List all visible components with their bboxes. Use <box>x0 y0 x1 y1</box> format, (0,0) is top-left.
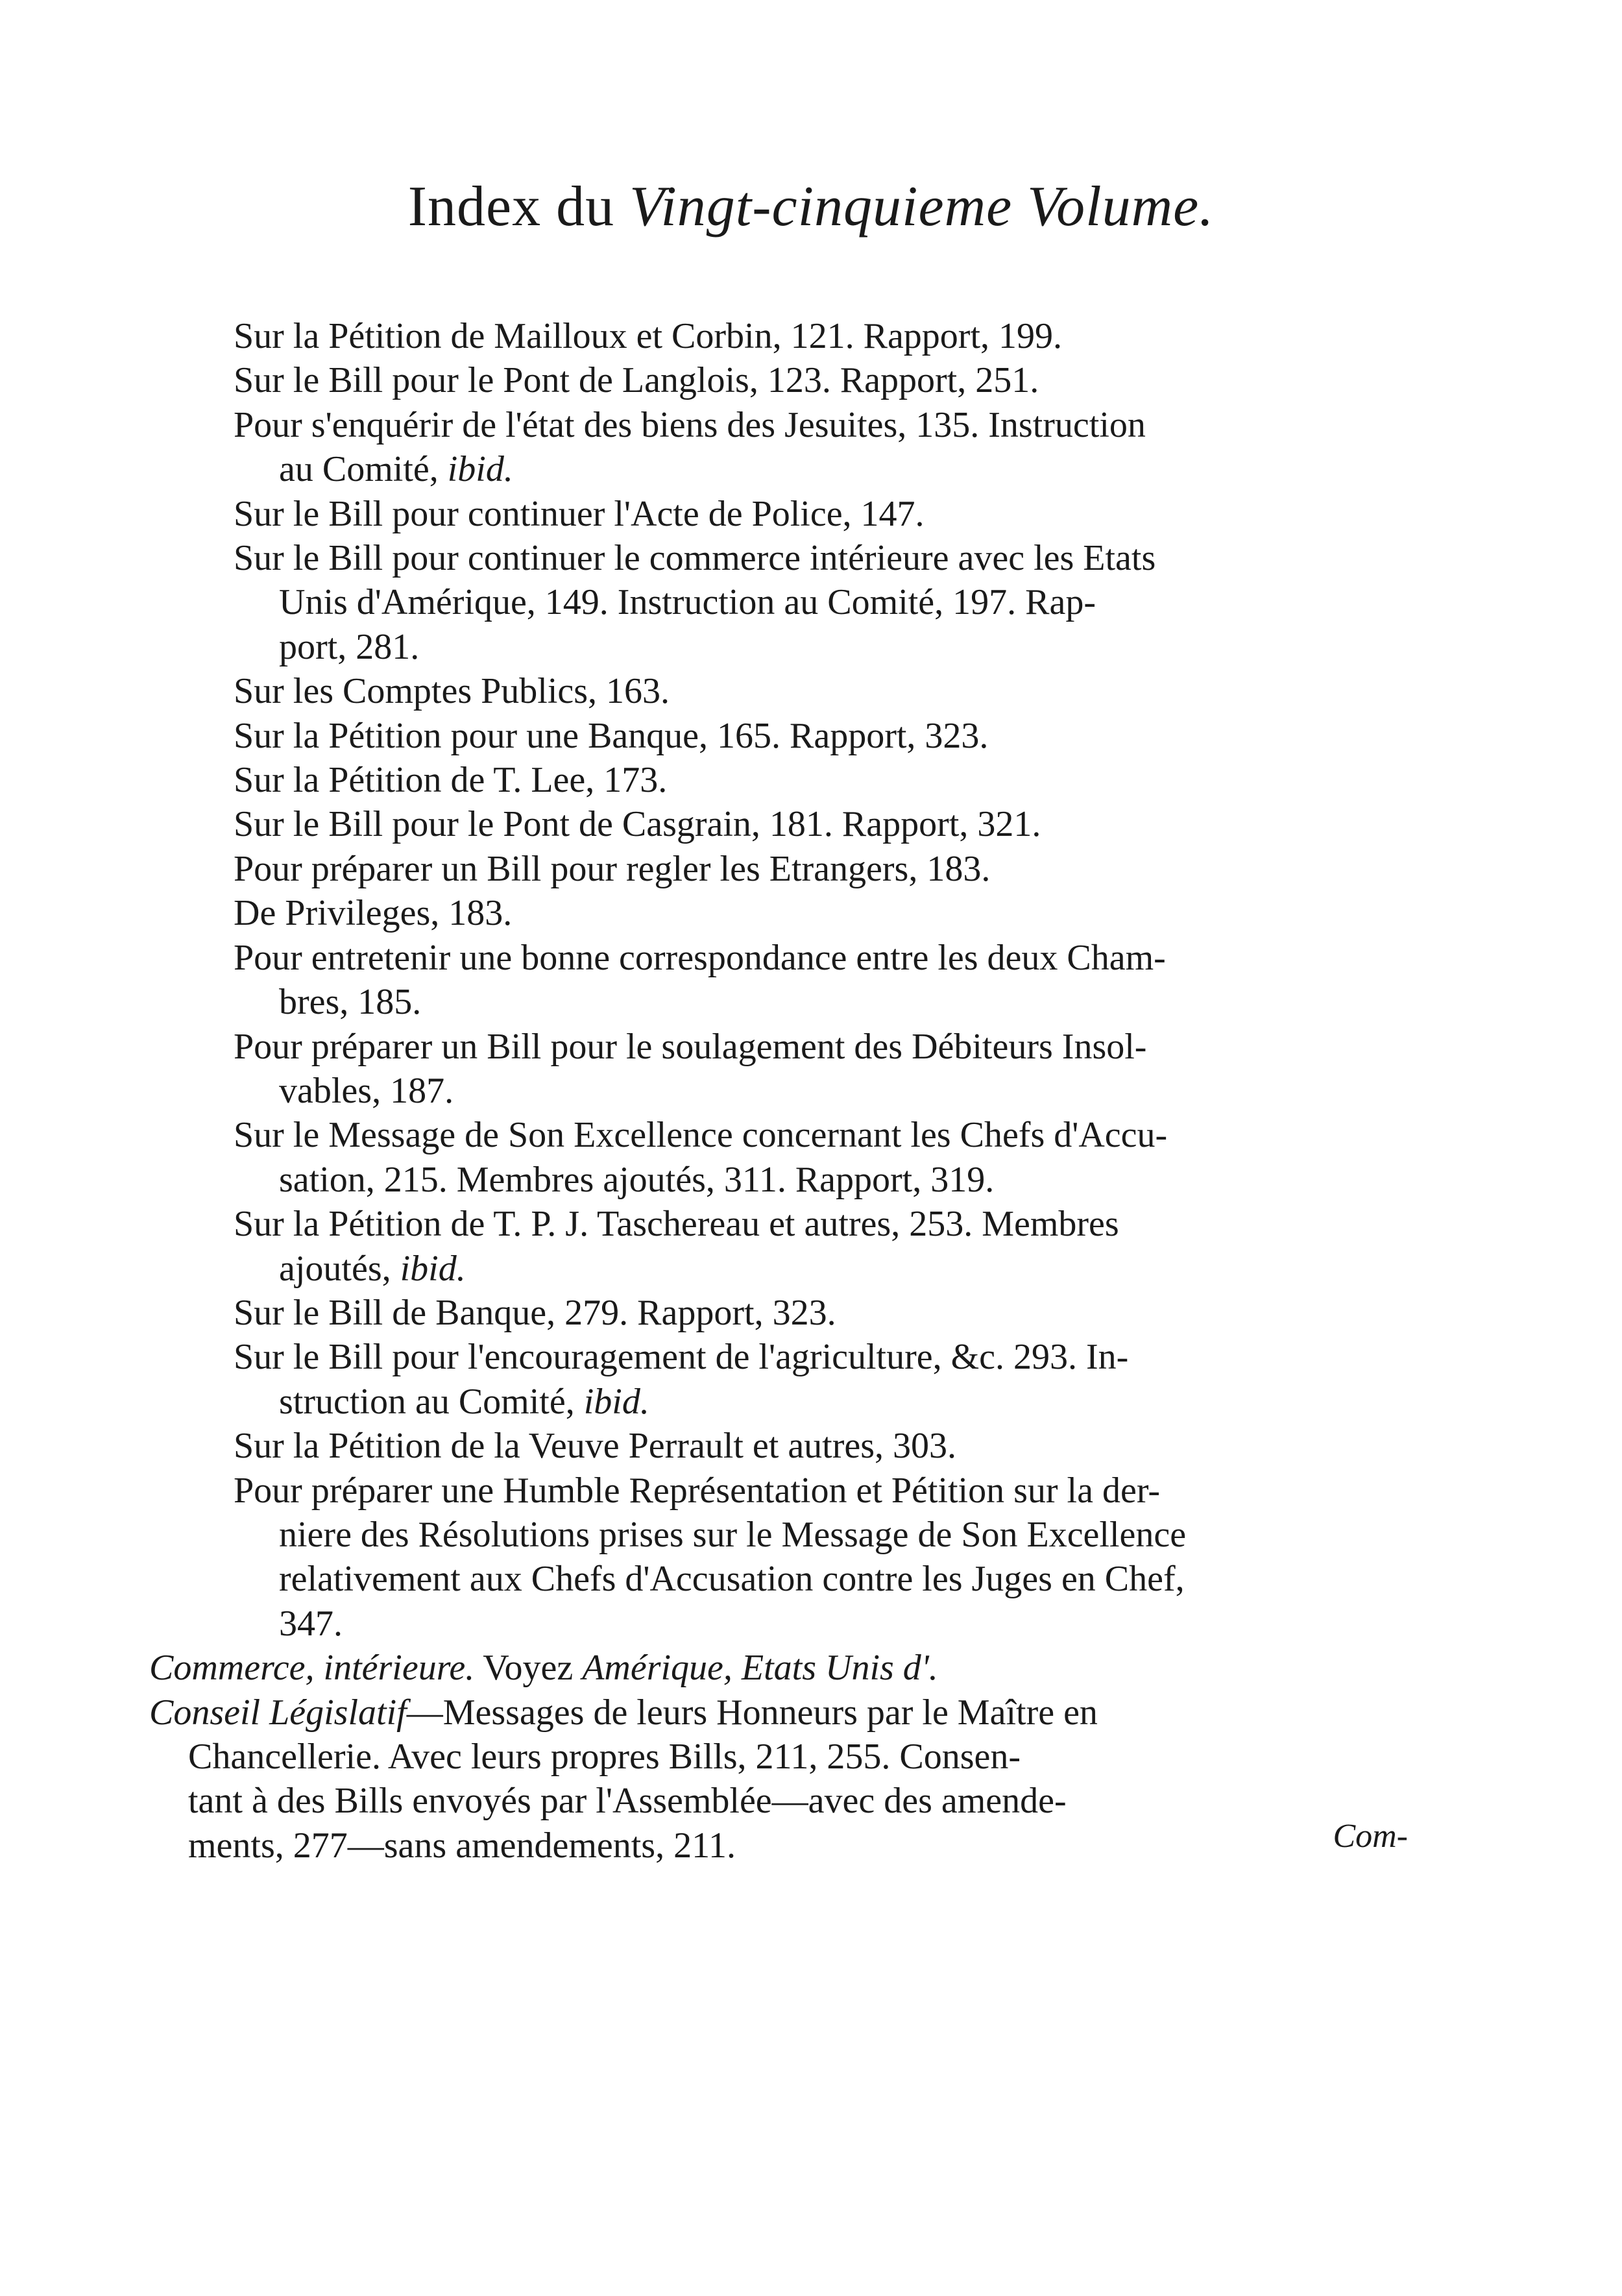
index-entry <box>149 536 1421 669</box>
entry-line: Sur le Bill pour l'encouragement de l'agriculture, &c. 293. In- <box>234 1337 1129 1378</box>
index-entry <box>149 1424 1421 1468</box>
conseil-entry <box>149 1691 1421 1868</box>
entry-line: Sur le Bill pour le Pont de Casgrain, 181. Rapport, 321. <box>234 804 1041 845</box>
entry-line: Sur la Pétition pour une Banque, 165. Rapport, 323. <box>234 715 989 756</box>
catchword: Com- <box>1333 1818 1408 1855</box>
entry-line: bres, 185. <box>279 982 422 1023</box>
title-italic: Vingt-cinquieme Volume. <box>629 175 1215 238</box>
index-entry <box>149 1335 1421 1424</box>
index-entry <box>149 714 1421 758</box>
index-entry <box>149 891 1421 935</box>
entry-line-text: au Comité, <box>279 449 448 490</box>
entry-line-text: Voyez <box>474 1648 583 1689</box>
index-entry <box>149 847 1421 891</box>
index-entry <box>149 1291 1421 1335</box>
entry-line: 347. <box>279 1603 343 1644</box>
index-entry <box>149 936 1421 1025</box>
index-entry <box>149 492 1421 536</box>
entry-line-italic: ibid. <box>400 1248 466 1289</box>
entry-line: Unis d'Amérique, 149. Instruction au Comité, 197. Rap- <box>279 582 1096 623</box>
entry-line: niere des Résolutions prises sur le Message de Son Excellence <box>279 1514 1187 1555</box>
index-entry <box>149 802 1421 846</box>
entry-line: Sur les Comptes Publics, 163. <box>234 671 670 712</box>
entry-line <box>149 447 1421 491</box>
entry-line-text: ajoutés, <box>279 1248 400 1289</box>
entry-line-italic: ibid. <box>447 449 513 490</box>
entry-line: Pour préparer un Bill pour regler les Etrangers, 183. <box>234 848 991 889</box>
commerce-entry <box>149 1646 1421 1690</box>
entry-line: De Privileges, 183. <box>234 893 513 934</box>
entry-line <box>149 1380 1421 1424</box>
entry-line: Sur le Bill pour continuer le commerce intérieure avec les Etats <box>234 538 1156 579</box>
entry-line: relativement aux Chefs d'Accusation contre les Juges en Chef, <box>279 1559 1185 1600</box>
cross-reference: Amérique, Etats Unis d'. <box>582 1648 938 1689</box>
entry-line: Pour préparer une Humble Représentation et Pétition sur la der- <box>234 1470 1160 1511</box>
entry-line <box>149 1247 1421 1291</box>
entry-line: Sur le Bill de Banque, 279. Rapport, 323. <box>234 1292 836 1333</box>
index-entry <box>149 1113 1421 1202</box>
entry-line-text: —Messages de leurs Honneurs par le Maître en <box>406 1692 1098 1733</box>
entry-heading: Conseil Législatif <box>149 1692 407 1733</box>
entry-line <box>149 1646 1421 1690</box>
index-entry <box>149 314 1421 358</box>
entry-line: Sur la Pétition de Mailloux et Corbin, 121. Rapport, 199. <box>234 316 1063 356</box>
entry-line: Sur la Pétition de la Veuve Perrault et autres, 303. <box>234 1426 957 1467</box>
index-entry <box>149 1469 1421 1646</box>
entry-line: Pour s'enquérir de l'état des biens des Jesuites, 135. Instruction <box>234 404 1146 445</box>
entry-line: vables, 187. <box>279 1070 454 1111</box>
index-entry <box>149 1025 1421 1114</box>
page-title <box>0 174 1622 239</box>
entry-line: Sur le Bill pour le Pont de Langlois, 123. Rapport, 251. <box>234 360 1039 401</box>
entry-line <box>149 1691 1421 1735</box>
entry-line: port, 281. <box>279 626 420 667</box>
index-entry <box>149 758 1421 802</box>
entry-line: ments, 277—sans amendements, 211. <box>188 1825 736 1866</box>
entry-line: tant à des Bills envoyés par l'Assemblée—avec des amende- <box>188 1781 1067 1822</box>
entry-line: Pour préparer un Bill pour le soulagement des Débiteurs Insol- <box>234 1026 1147 1067</box>
index-entries <box>149 314 1421 1868</box>
index-entry <box>149 669 1421 713</box>
entry-line: Sur le Message de Son Excellence concernant les Chefs d'Accu- <box>234 1115 1168 1156</box>
title-roman: Index du <box>407 175 615 238</box>
entry-line: sation, 215. Membres ajoutés, 311. Rapport, 319. <box>279 1159 995 1200</box>
entry-line: Pour entretenir une bonne correspondance entre les deux Cham- <box>234 937 1166 978</box>
entry-line-italic: ibid. <box>583 1381 649 1422</box>
index-entry <box>149 358 1421 402</box>
entry-heading: Commerce, intérieure. <box>149 1648 475 1689</box>
index-entry <box>149 1202 1421 1291</box>
entry-line: Sur la Pétition de T. Lee, 173. <box>234 760 668 801</box>
entry-line: Chancellerie. Avec leurs propres Bills, 211, 255. Consen- <box>188 1737 1021 1777</box>
index-entry <box>149 403 1421 492</box>
entry-line-text: struction au Comité, <box>279 1381 584 1422</box>
entry-line: Sur le Bill pour continuer l'Acte de Police, 147. <box>234 493 925 534</box>
entry-line: Sur la Pétition de T. P. J. Taschereau et autres, 253. Membres <box>234 1204 1119 1245</box>
